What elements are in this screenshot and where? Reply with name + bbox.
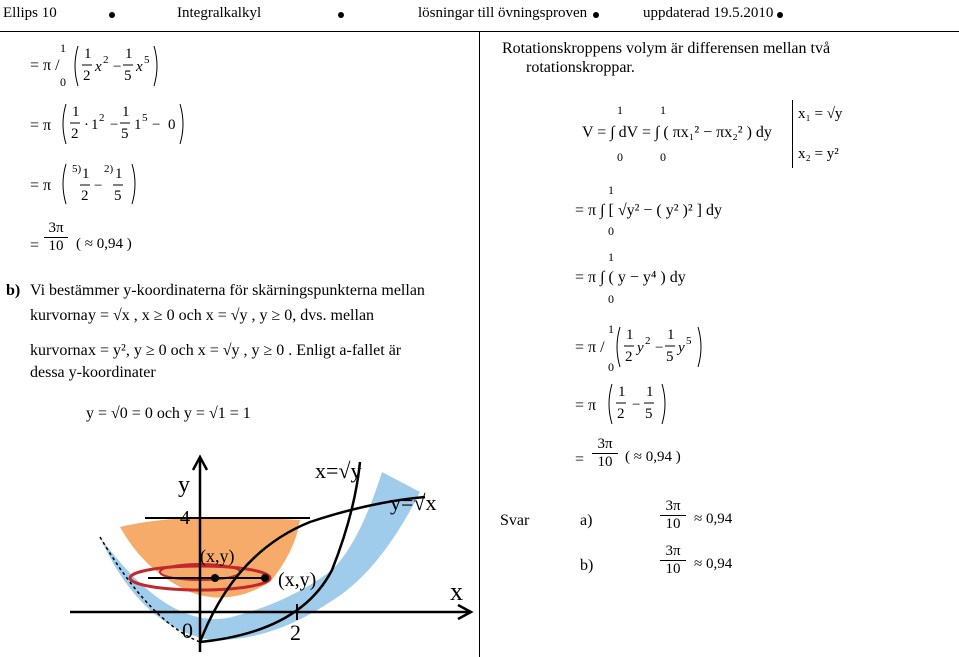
svg-text:2: 2 (103, 54, 109, 66)
svg-text:−: − (94, 178, 103, 194)
svg-text:·: · (84, 117, 89, 133)
svg-text:(x,y): (x,y) (278, 569, 317, 591)
svg-text:2: 2 (645, 335, 651, 347)
header-date: uppdaterad 19.5.2010 (643, 5, 774, 21)
svg-text:5): 5) (72, 163, 82, 175)
svg-text:1: 1 (82, 166, 90, 182)
header-title: Ellips 10 (3, 5, 57, 21)
svg-text:x=√y: x=√y (315, 458, 362, 483)
part-b-text: y = √x , x ≥ 0 och x = √y , y ≥ 0, dvs. mellan (88, 307, 375, 324)
svg-text:1: 1 (125, 46, 133, 62)
svg-text:1: 1 (646, 384, 654, 400)
part-b-text: dessa y-koordinater (30, 364, 156, 381)
svg-text:y=√x: y=√x (390, 490, 437, 515)
svg-text:y: y (678, 340, 685, 356)
bullet-icon (338, 12, 344, 18)
svg-text:1: 1 (618, 384, 626, 400)
bullet-icon (593, 12, 599, 18)
svg-text:−: − (655, 340, 664, 356)
svg-text:1: 1 (84, 46, 92, 62)
svg-text:2: 2 (617, 406, 625, 422)
answer-b-value: ≈ 0,94 (694, 556, 733, 572)
svg-text:1: 1 (91, 117, 99, 133)
svg-text:5: 5 (121, 126, 129, 142)
svg-text:5: 5 (142, 112, 148, 124)
part-b-text: Vi bestämmer y-koordinaterna för skärningspunkterna mellan (30, 282, 425, 299)
header-description: lösningar till övningsproven (418, 5, 588, 21)
svg-text:−: − (152, 117, 161, 133)
svg-text:−: − (110, 117, 119, 133)
answer-a-fraction: 3π 10 (660, 498, 686, 533)
svg-text:y: y (637, 340, 644, 356)
svg-text:0: 0 (182, 618, 193, 643)
svg-text:1: 1 (134, 117, 142, 133)
part-b-label: b) (6, 282, 21, 299)
svg-text:1: 1 (72, 104, 80, 120)
header-subject: Integralkalkyl (177, 5, 262, 21)
svg-text:x: x (95, 59, 102, 75)
svg-text:2: 2 (290, 620, 301, 645)
svg-text:2: 2 (83, 68, 91, 84)
svg-text:5: 5 (144, 54, 150, 66)
svg-text:5: 5 (686, 335, 692, 347)
svg-text:2: 2 (81, 188, 89, 204)
svg-text:5: 5 (645, 406, 653, 422)
svg-text:5: 5 (666, 349, 674, 365)
part-b-text: kurvorna (30, 307, 88, 324)
answer-label: Svar (500, 512, 530, 529)
svg-text:−: − (113, 59, 122, 75)
answer-a-value: ≈ 0,94 (694, 511, 733, 527)
answer-b-label: b) (580, 557, 594, 574)
bullet-icon (777, 12, 783, 18)
svg-text:4: 4 (180, 507, 190, 529)
svg-text:5: 5 (124, 68, 132, 84)
svg-text:1: 1 (115, 166, 123, 182)
intro-text: rotationskroppar. (526, 59, 635, 76)
svg-text:x: x (136, 59, 143, 75)
svg-text:2): 2) (104, 163, 114, 175)
svg-text:2: 2 (625, 349, 633, 365)
svg-text:1: 1 (626, 327, 634, 343)
answer-a-label: a) (580, 512, 593, 529)
solutions-line: y = √0 = 0 och y = √1 = 1 (86, 405, 251, 422)
svg-text:x: x (450, 577, 463, 606)
svg-text:5: 5 (114, 188, 122, 204)
svg-text:0: 0 (168, 117, 176, 133)
svg-text:−: − (632, 397, 641, 413)
svg-text:2: 2 (99, 112, 105, 124)
svg-text:1: 1 (667, 327, 675, 343)
intro-text: Rotationskroppens volym är differensen mellan två (502, 40, 831, 57)
hand-drawn-graph (60, 452, 475, 657)
svg-text:1: 1 (122, 104, 130, 120)
svg-text:2: 2 (71, 126, 79, 142)
part-b-text: kurvorna (30, 342, 88, 359)
bullet-icon (109, 12, 115, 18)
answer-b-fraction: 3π 10 (660, 543, 686, 578)
part-b-text: x = y², y ≥ 0 och x = √y , y ≥ 0 . Enligt a-fallet är (88, 342, 402, 359)
column-divider (479, 31, 480, 657)
svg-text:(x,y): (x,y) (200, 546, 235, 566)
svg-text:y: y (178, 472, 190, 498)
